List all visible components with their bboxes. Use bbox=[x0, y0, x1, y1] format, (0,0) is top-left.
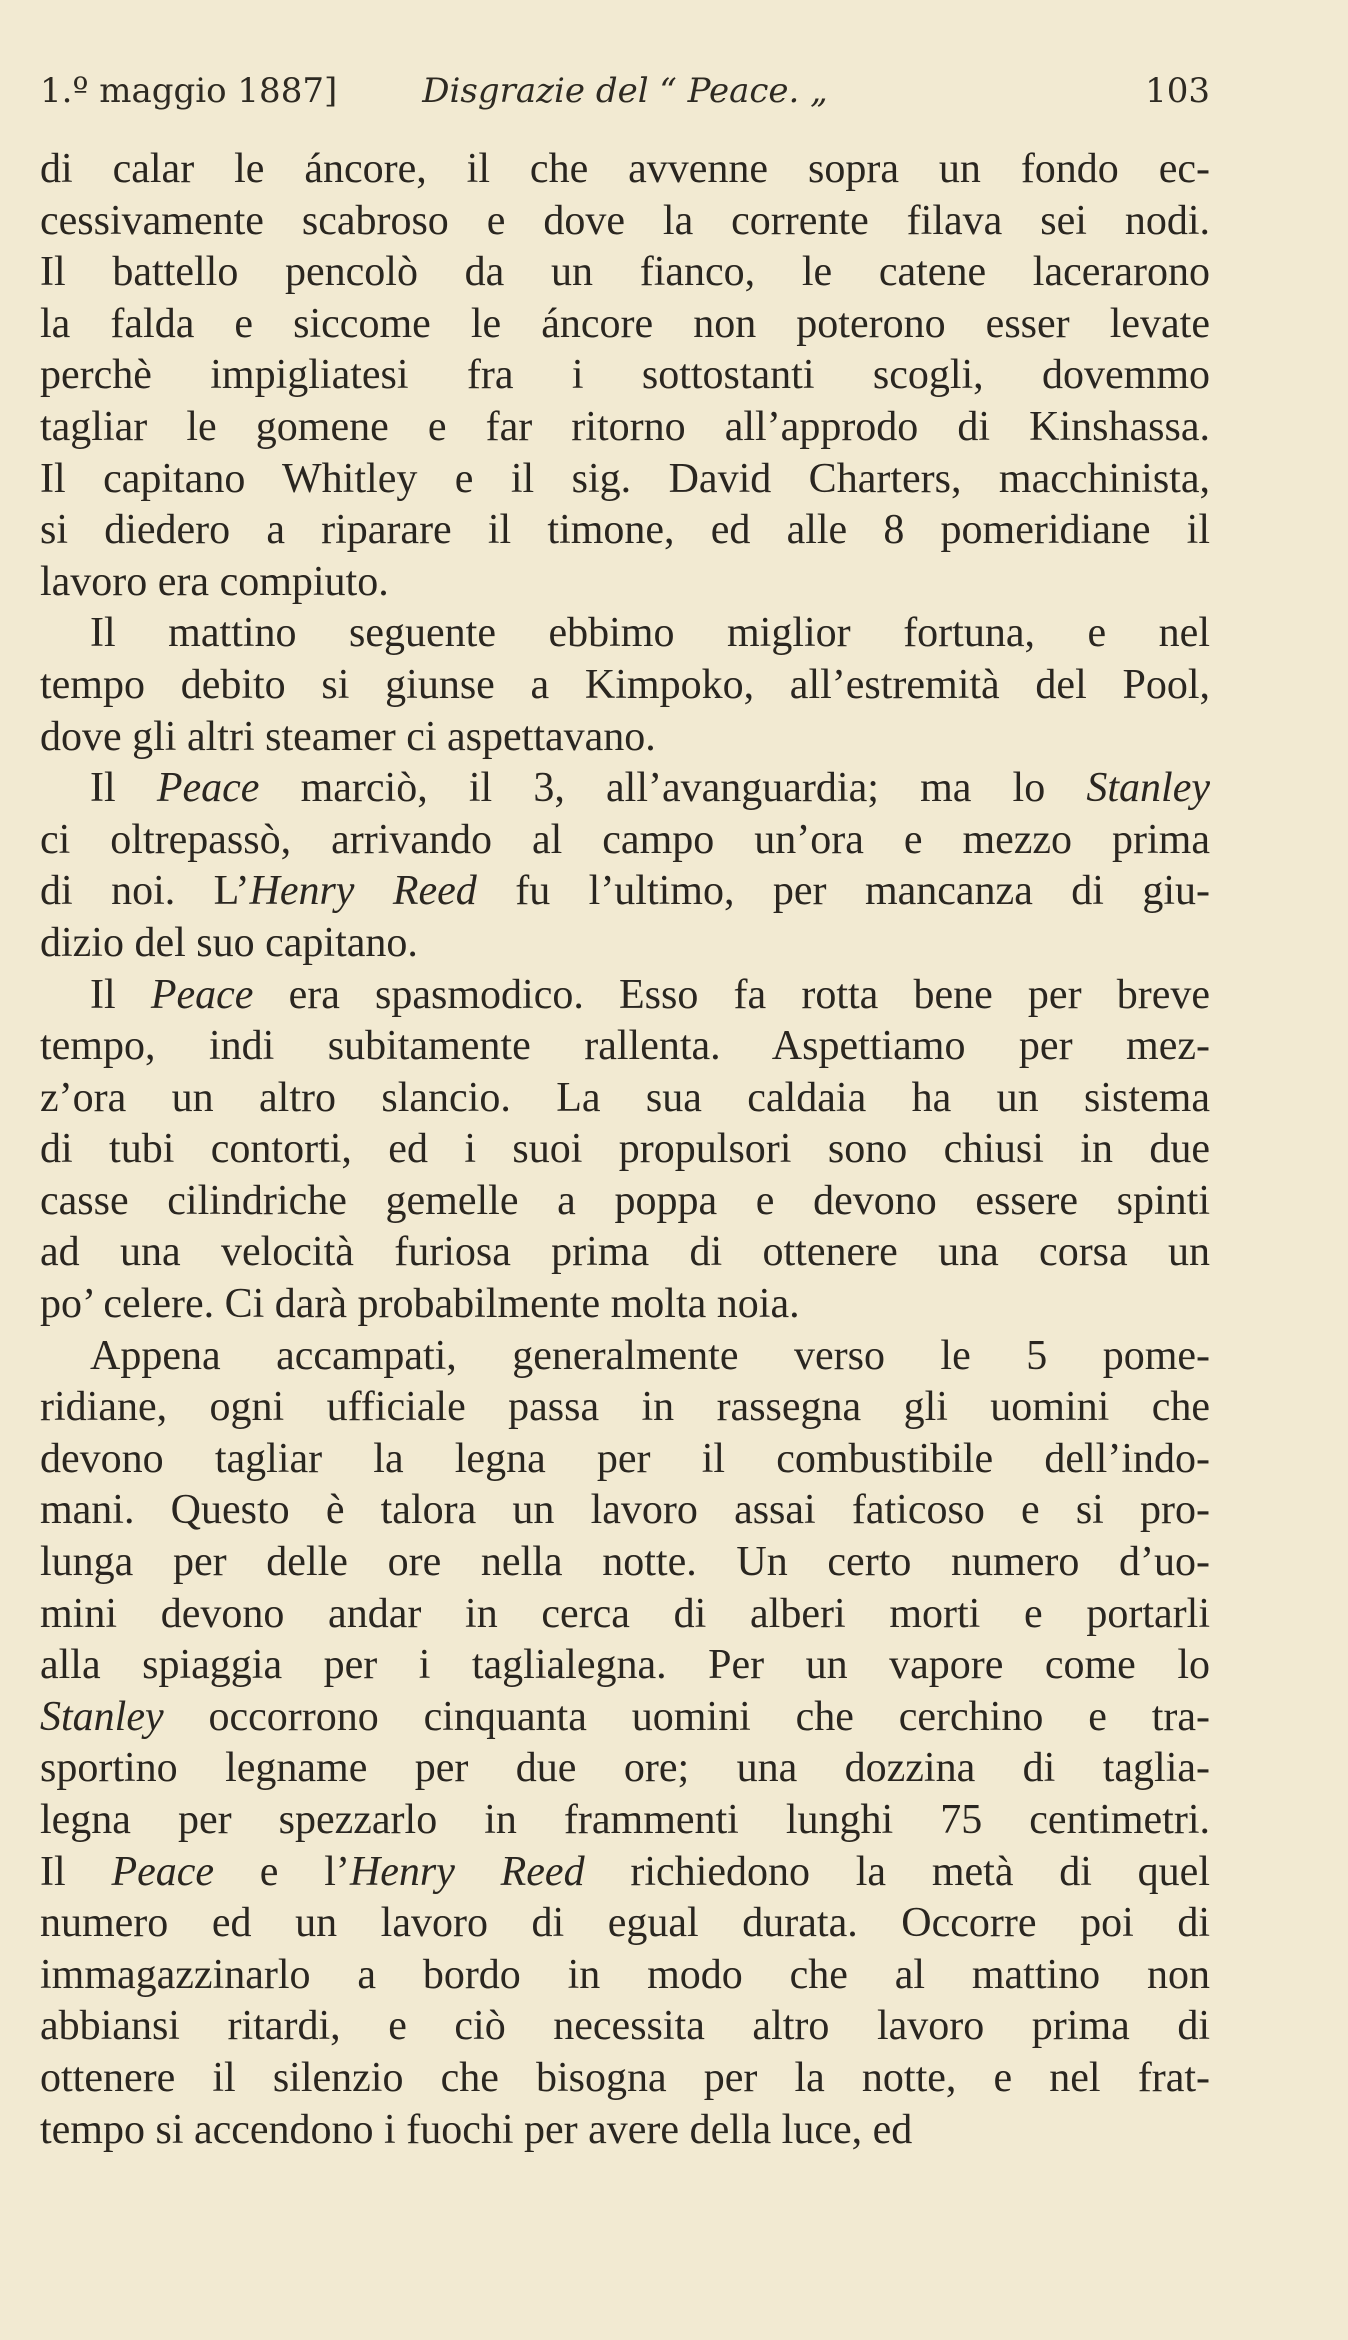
text-segment: mani. Questo è talora un lavoro assai faticoso e si pro- bbox=[40, 1487, 1210, 1534]
text-segment: cessivamente scabroso e dove la corrente filava sei nodi. bbox=[40, 197, 1210, 244]
text-line bbox=[40, 1589, 1210, 1641]
text-segment: z’ora un altro slancio. La sua caldaia ha un sistema bbox=[40, 1074, 1210, 1121]
text-line bbox=[40, 1021, 1210, 1073]
text-line bbox=[40, 1898, 1210, 1950]
text-line bbox=[40, 144, 1210, 196]
header-title: Disgrazie del “ Peace. „ bbox=[422, 71, 828, 111]
text-line bbox=[40, 1950, 1210, 2002]
text-segment: perchè impigliatesi fra i sottostanti scogli, dovemmo bbox=[40, 352, 1210, 399]
text-line bbox=[40, 866, 1210, 918]
text-segment: Appena accampati, generalmente verso le 5 pome- bbox=[90, 1332, 1210, 1379]
page-number: 103 bbox=[1145, 71, 1210, 111]
text-segment: alla spiaggia per i taglialegna. Per un vapore come lo bbox=[40, 1642, 1210, 1689]
text-segment: immagazzinarlo a bordo in modo che al mattino non bbox=[40, 1951, 1210, 1998]
text-line bbox=[40, 1279, 1210, 1331]
text-line bbox=[40, 918, 1210, 970]
text-line bbox=[40, 350, 1210, 402]
text-segment: casse cilindriche gemelle a poppa e devono essere spinti bbox=[40, 1177, 1210, 1224]
text-segment: Il bbox=[40, 1848, 112, 1895]
text-line bbox=[40, 1073, 1210, 1125]
text-segment: devono tagliar la legna per il combustibile dell’indo- bbox=[40, 1435, 1210, 1482]
text-segment: dove gli altri steamer ci aspettavano. bbox=[40, 713, 656, 760]
text-segment: tempo, indi subitamente rallenta. Aspettiamo per mez- bbox=[40, 1023, 1210, 1070]
text-segment: numero ed un lavoro di egual durata. Occorre poi di bbox=[40, 1900, 1210, 1947]
text-line bbox=[40, 2001, 1210, 2053]
running-header bbox=[40, 66, 1210, 116]
text-segment: mini devono andar in cerca di alberi morti e portarli bbox=[40, 1590, 1210, 1637]
body-text bbox=[40, 144, 1210, 2156]
text-segment: dizio del suo capitano. bbox=[40, 919, 418, 966]
text-line bbox=[40, 1434, 1210, 1486]
text-segment: po’ celere. Ci darà probabilmente molta noia. bbox=[40, 1281, 800, 1328]
text-line bbox=[40, 1331, 1210, 1383]
text-segment: la falda e siccome le áncore non poterono esser levate bbox=[40, 300, 1210, 347]
text-line bbox=[40, 1537, 1210, 1589]
text-segment: ci oltrepassò, arrivando al campo un’ora e mezzo prima bbox=[40, 816, 1210, 863]
text-line bbox=[40, 454, 1210, 506]
text-segment: era spasmodico. Esso fa rotta bene per breve bbox=[253, 971, 1210, 1018]
text-segment: ad una velocità furiosa prima di ottenere una corsa un bbox=[40, 1229, 1210, 1276]
text-segment: ottenere il silenzio che bisogna per la notte, e nel frat- bbox=[40, 2054, 1210, 2101]
italic-text: Stanley bbox=[1086, 765, 1210, 812]
text-segment: Il battello pencolò da un fianco, le catene lacerarono bbox=[40, 249, 1210, 296]
italic-text: Peace bbox=[156, 765, 260, 812]
text-line bbox=[40, 1692, 1210, 1744]
text-line bbox=[40, 712, 1210, 764]
header-date: 1.º maggio 1887] bbox=[40, 71, 338, 111]
text-line bbox=[40, 1847, 1210, 1899]
text-line bbox=[40, 1382, 1210, 1434]
text-line bbox=[40, 660, 1210, 712]
italic-text: Peace bbox=[150, 971, 254, 1018]
text-line bbox=[40, 505, 1210, 557]
italic-text: Henry Reed bbox=[249, 868, 477, 915]
text-line bbox=[40, 299, 1210, 351]
text-segment: abbiansi ritardi, e ciò necessita altro lavoro prima di bbox=[40, 2003, 1210, 2050]
text-segment: marciò, il 3, all’avanguardia; ma lo bbox=[259, 765, 1087, 812]
text-segment: e l’ bbox=[214, 1848, 350, 1895]
text-line bbox=[40, 1640, 1210, 1692]
text-segment: occorrono cinquanta uomini che cerchino e tra- bbox=[163, 1693, 1210, 1740]
text-segment: tagliar le gomene e far ritorno all’approdo di Kinshassa. bbox=[40, 403, 1210, 450]
text-segment: Il mattino seguente ebbimo miglior fortuna, e nel bbox=[90, 610, 1210, 657]
italic-text: Henry Reed bbox=[349, 1848, 585, 1895]
text-segment: tempo si accendono i fuochi per avere della luce, ed bbox=[40, 2106, 913, 2153]
text-line bbox=[40, 1795, 1210, 1847]
text-segment: di tubi contorti, ed i suoi propulsori sono chiusi in due bbox=[40, 1126, 1210, 1173]
text-line bbox=[40, 402, 1210, 454]
text-segment: di noi. L’ bbox=[40, 868, 250, 915]
italic-text: Stanley bbox=[40, 1693, 164, 1740]
text-line bbox=[40, 1227, 1210, 1279]
text-segment: sportino legname per due ore; una dozzina di taglia- bbox=[40, 1745, 1210, 1792]
text-line bbox=[40, 1176, 1210, 1228]
text-segment: Il capitano Whitley e il sig. David Charters, macchinista, bbox=[40, 455, 1210, 502]
text-line bbox=[40, 196, 1210, 248]
text-line bbox=[40, 1485, 1210, 1537]
text-segment: Il bbox=[90, 971, 151, 1018]
text-segment: di calar le áncore, il che avvenne sopra un fondo ec- bbox=[40, 146, 1210, 192]
text-line bbox=[40, 2105, 1210, 2157]
text-segment: tempo debito si giunse a Kimpoko, all’estremità del Pool, bbox=[40, 661, 1210, 708]
italic-text: Peace bbox=[111, 1848, 215, 1895]
text-line bbox=[40, 1743, 1210, 1795]
text-line bbox=[40, 763, 1210, 815]
text-line bbox=[40, 1124, 1210, 1176]
text-segment: Il bbox=[90, 765, 157, 812]
text-segment: ridiane, ogni ufficiale passa in rassegna gli uomini che bbox=[40, 1384, 1210, 1431]
text-line bbox=[40, 815, 1210, 867]
text-line bbox=[40, 247, 1210, 299]
text-segment: fu l’ultimo, per mancanza di giu- bbox=[476, 868, 1210, 915]
text-line bbox=[40, 608, 1210, 660]
text-segment: richiedono la metà di quel bbox=[584, 1848, 1210, 1895]
text-line bbox=[40, 2053, 1210, 2105]
text-segment: legna per spezzarlo in frammenti lunghi 75 centimetri. bbox=[40, 1797, 1210, 1843]
text-segment: si diedero a riparare il timone, ed alle 8 pomeridiane il bbox=[40, 507, 1210, 554]
text-line bbox=[40, 970, 1210, 1022]
text-line bbox=[40, 557, 1210, 609]
text-segment: lavoro era compiuto. bbox=[40, 558, 389, 605]
text-segment: lunga per delle ore nella notte. Un certo numero d’uo- bbox=[40, 1539, 1210, 1586]
